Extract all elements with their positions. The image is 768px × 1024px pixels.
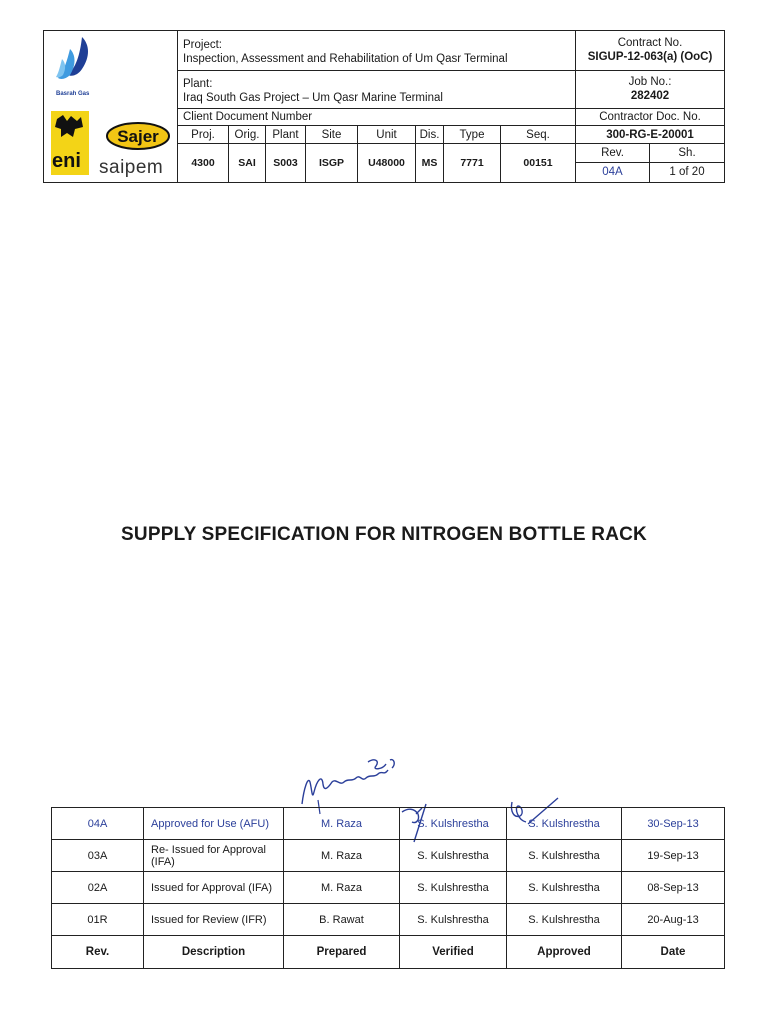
revision-table [51, 807, 725, 969]
eni-text: eni [52, 150, 81, 172]
code-header-site: Site [306, 125, 358, 143]
saipem-logo: saipem [99, 157, 164, 178]
verified-cell: S. Kulshrestha [400, 904, 507, 936]
prepared-cell: B. Rawat [284, 904, 400, 936]
plant-value: Iraq South Gas Project – Um Qasr Marine Terminal [183, 91, 443, 104]
header-prepared: Prepared [284, 936, 400, 969]
header-description: Description [144, 936, 284, 969]
code-header-unit: Unit [358, 125, 416, 143]
sajer-text: Sajer [117, 127, 159, 146]
contract-label: Contract No. [617, 37, 683, 50]
header-approved: Approved [507, 936, 622, 969]
description-cell: Issued for Approval (IFA) [144, 872, 284, 904]
approved-cell: S. Kulshrestha [507, 840, 622, 872]
date-cell: 08-Sep-13 [622, 872, 725, 904]
job-label: Job No.: [628, 76, 672, 89]
sheet-label: Sh. [650, 144, 725, 162]
document-title: SUPPLY SPECIFICATION FOR NITROGEN BOTTLE RACK [121, 524, 647, 545]
sheet-value: 1 of 20 [650, 162, 725, 182]
basrah-gas-logo [54, 35, 100, 101]
rev-label: Rev. [576, 144, 650, 162]
verified-cell: S. Kulshrestha [400, 872, 507, 904]
code-header-dis: Dis. [416, 125, 444, 143]
verified-cell: S. Kulshrestha [400, 840, 507, 872]
basrah-gas-text: Basrah Gas [56, 91, 90, 97]
header-rev: Rev. [52, 936, 144, 969]
code-value-type: 7771 [444, 144, 501, 183]
contract-value: SIGUP-12-063(a) (OoC) [587, 51, 713, 64]
eni-logo [49, 111, 93, 177]
revision-row [52, 808, 725, 840]
prepared-cell: M. Raza [284, 808, 400, 840]
code-value-proj: 4300 [178, 144, 229, 183]
code-value-dis: MS [416, 144, 444, 183]
sajer-logo [105, 121, 171, 151]
rev-cell: 04A [52, 808, 144, 840]
code-value-unit: U48000 [358, 144, 416, 183]
revision-row [52, 872, 725, 904]
approved-cell: S. Kulshrestha [507, 808, 622, 840]
date-cell: 30-Sep-13 [622, 808, 725, 840]
contractor-doc-label: Contractor Doc. No. [576, 108, 725, 125]
logos-cell [44, 31, 178, 183]
prepared-cell: M. Raza [284, 840, 400, 872]
description-cell: Re- Issued for Approval (IFA) [144, 840, 284, 872]
code-header-orig: Orig. [229, 125, 266, 143]
code-value-plant: S003 [266, 144, 306, 183]
date-cell: 19-Sep-13 [622, 840, 725, 872]
verified-cell: S. Kulshrestha [400, 808, 507, 840]
revision-row [52, 840, 725, 872]
code-header-type: Type [444, 125, 501, 143]
client-doc-label: Client Document Number [178, 108, 576, 125]
revision-header-row [52, 936, 725, 969]
title-block [43, 30, 725, 183]
contract-cell [576, 31, 725, 71]
approved-cell: S. Kulshrestha [507, 872, 622, 904]
description-cell: Approved for Use (AFU) [144, 808, 284, 840]
date-cell: 20-Aug-13 [622, 904, 725, 936]
code-header-plant: Plant [266, 125, 306, 143]
description-cell: Issued for Review (IFR) [144, 904, 284, 936]
job-value: 282402 [630, 90, 670, 103]
rev-cell: 02A [52, 872, 144, 904]
prepared-cell: M. Raza [284, 872, 400, 904]
contractor-doc-value: 300-RG-E-20001 [576, 125, 725, 143]
code-header-seq: Seq. [501, 125, 576, 143]
rev-cell: 01R [52, 904, 144, 936]
revision-row [52, 904, 725, 936]
code-value-seq: 00151 [501, 144, 576, 183]
header-verified: Verified [400, 936, 507, 969]
plant-label: Plant: [183, 77, 213, 90]
code-header-proj: Proj. [178, 125, 229, 143]
project-cell [178, 31, 576, 71]
header-date: Date [622, 936, 725, 969]
code-value-site: ISGP [306, 144, 358, 183]
rev-value: 04A [576, 162, 650, 182]
rev-cell: 03A [52, 840, 144, 872]
plant-cell [178, 70, 576, 108]
project-value: Inspection, Assessment and Rehabilitation of Um Qasr Terminal [183, 52, 508, 65]
project-label: Project: [183, 38, 222, 51]
approved-cell: S. Kulshrestha [507, 904, 622, 936]
code-value-orig: SAI [229, 144, 266, 183]
job-cell [576, 70, 725, 108]
